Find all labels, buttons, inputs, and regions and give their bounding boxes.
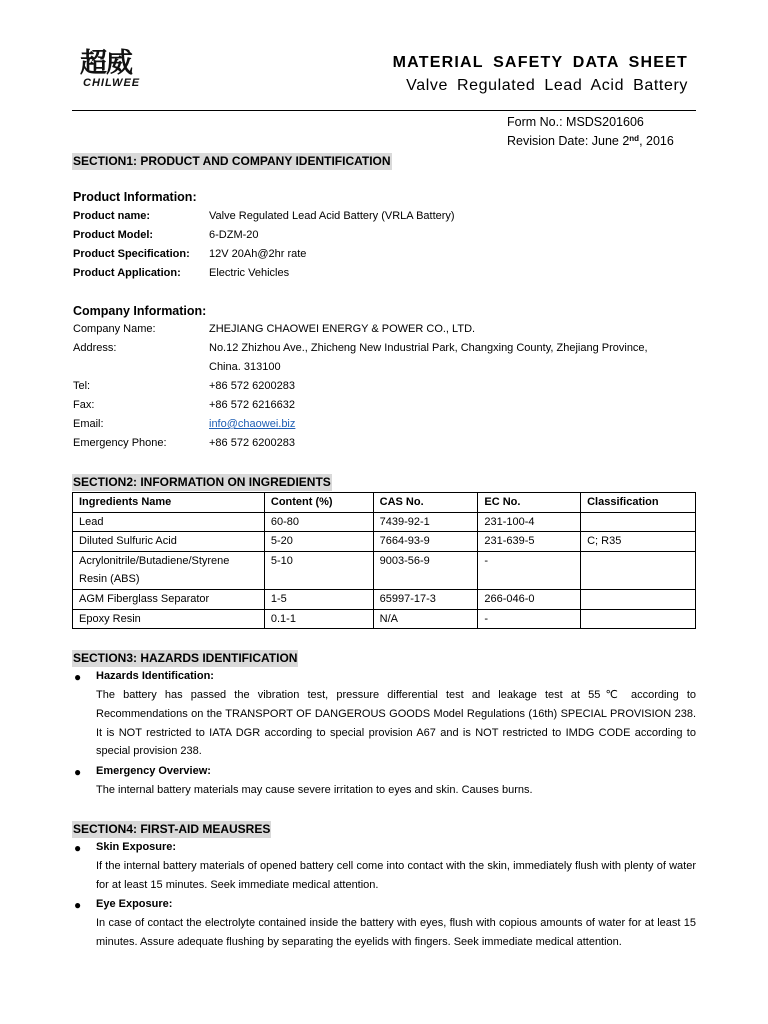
table-row bbox=[73, 609, 696, 629]
column-header-cas: CAS No. bbox=[373, 493, 478, 513]
logo-english-text: CHILWEE bbox=[83, 77, 141, 89]
tel-value: +86 572 6200283 bbox=[209, 380, 295, 392]
bullet-icon: ● bbox=[74, 841, 82, 855]
ec-cell: - bbox=[478, 609, 581, 629]
product-spec-value: 12V 20Ah@2hr rate bbox=[209, 248, 307, 260]
column-header-content: Content (%) bbox=[264, 493, 373, 513]
classification-cell bbox=[581, 609, 696, 629]
address-line-1: No.12 Zhizhou Ave., Zhicheng New Industrial Park, Changxing County, Zhejiang Province, bbox=[209, 342, 648, 354]
table-header-row bbox=[73, 493, 696, 513]
product-info-heading: Product Information: bbox=[73, 190, 197, 204]
column-header-ingredient: Ingredients Name bbox=[73, 493, 265, 513]
content-cell: 60-80 bbox=[264, 512, 373, 532]
content-cell: 0.1-1 bbox=[264, 609, 373, 629]
fax-label: Fax: bbox=[73, 399, 95, 411]
revision-date-ordinal: nd bbox=[629, 134, 640, 143]
ingredients-table bbox=[72, 492, 696, 629]
ingredient-name-cell: Acrylonitrile/Butadiene/Styrene Resin (ABS) bbox=[73, 551, 265, 589]
emergency-phone-value: +86 572 6200283 bbox=[209, 437, 295, 449]
document-subtitle: Valve Regulated Lead Acid Battery bbox=[406, 77, 688, 94]
product-name-value: Valve Regulated Lead Acid Battery (VRLA Battery) bbox=[209, 210, 455, 222]
ingredient-name-cell: AGM Fiberglass Separator bbox=[73, 589, 265, 609]
bullet-icon: ● bbox=[74, 898, 82, 912]
product-name-label: Product name: bbox=[73, 210, 151, 222]
cas-cell: 7664-93-9 bbox=[373, 532, 478, 552]
ec-cell: 266-046-0 bbox=[478, 589, 581, 609]
table-row bbox=[73, 532, 696, 552]
hazards-identification-heading: Hazards Identification: bbox=[96, 670, 214, 682]
company-info-heading: Company Information: bbox=[73, 304, 207, 318]
product-spec-label: Product Specification: bbox=[73, 248, 190, 260]
company-name-label: Company Name: bbox=[73, 323, 156, 335]
ingredient-name-cell: Diluted Sulfuric Acid bbox=[73, 532, 265, 552]
cas-cell: N/A bbox=[373, 609, 478, 629]
section2-heading: SECTION2: INFORMATION ON INGREDIENTS bbox=[73, 475, 331, 489]
product-application-value: Electric Vehicles bbox=[209, 267, 290, 279]
section4-heading: SECTION4: FIRST-AID MEAUSRES bbox=[73, 822, 271, 836]
chilwee-logo bbox=[80, 50, 180, 92]
emergency-overview-heading: Emergency Overview: bbox=[96, 765, 211, 777]
eye-exposure-text: In case of contact the electrolyte contained inside the battery with eyes, flush with copious amounts of water for at least 15 minutes. Assure adequate flushing by separating the eyelids with fingers. Seek immediate medical attention. bbox=[96, 917, 696, 948]
address-label: Address: bbox=[73, 342, 117, 354]
logo-chinese-text: 超威 bbox=[80, 48, 132, 79]
cas-cell: 9003-56-9 bbox=[373, 551, 478, 589]
content-cell: 5-10 bbox=[264, 551, 373, 589]
cas-cell: 65997-17-3 bbox=[373, 589, 478, 609]
skin-exposure-text: If the internal battery materials of opened battery cell come into contact with the skin, immediately flush with plenty of water for at least 15 minutes. Seek immediate medical attention. bbox=[96, 860, 696, 891]
column-header-classification: Classification bbox=[581, 493, 696, 513]
table-row bbox=[73, 589, 696, 609]
email-label: Email: bbox=[73, 418, 104, 430]
eye-exposure-heading: Eye Exposure: bbox=[96, 898, 173, 910]
document-title: MATERIAL SAFETY DATA SHEET bbox=[392, 54, 688, 71]
bullet-icon: ● bbox=[74, 670, 82, 684]
ingredient-name-cell: Lead bbox=[73, 512, 265, 532]
classification-cell bbox=[581, 589, 696, 609]
classification-cell bbox=[581, 551, 696, 589]
revision-date-prefix: Revision Date: June 2 bbox=[507, 134, 630, 148]
section3-heading: SECTION3: HAZARDS IDENTIFICATION bbox=[73, 651, 298, 665]
column-header-ec: EC No. bbox=[478, 493, 581, 513]
table-row bbox=[73, 512, 696, 532]
cas-cell: 7439-92-1 bbox=[373, 512, 478, 532]
product-model-value: 6-DZM-20 bbox=[209, 229, 259, 241]
revision-date bbox=[507, 134, 674, 148]
ec-cell: - bbox=[478, 551, 581, 589]
classification-cell: C; R35 bbox=[581, 532, 696, 552]
classification-cell bbox=[581, 512, 696, 532]
content-cell: 5-20 bbox=[264, 532, 373, 552]
email-link[interactable]: info@chaowei.biz bbox=[209, 418, 296, 430]
product-application-label: Product Application: bbox=[73, 267, 181, 279]
section1-heading: SECTION1: PRODUCT AND COMPANY IDENTIFICATION bbox=[73, 154, 391, 168]
skin-exposure-heading: Skin Exposure: bbox=[96, 841, 177, 853]
bullet-icon: ● bbox=[74, 765, 82, 779]
tel-label: Tel: bbox=[73, 380, 91, 392]
emergency-overview-text: The internal battery materials may cause severe irritation to eyes and skin. Causes burns. bbox=[96, 784, 533, 796]
ingredient-name-cell: Epoxy Resin bbox=[73, 609, 265, 629]
fax-value: +86 572 6216632 bbox=[209, 399, 295, 411]
product-model-label: Product Model: bbox=[73, 229, 154, 241]
revision-date-year: , 2016 bbox=[639, 134, 674, 148]
form-number: Form No.: MSDS201606 bbox=[507, 115, 644, 129]
header-divider bbox=[72, 110, 696, 111]
emergency-phone-label: Emergency Phone: bbox=[73, 437, 167, 449]
address-line-2: China. 313100 bbox=[209, 361, 281, 373]
ec-cell: 231-100-4 bbox=[478, 512, 581, 532]
hazards-identification-text: The battery has passed the vibration test, pressure differential test and leakage test at 55℃ according to Recommendations on the TRANSPORT OF DANGEROUS GOODS Model Regulations (16th) SPECIAL PROVISION 238. It is NOT restricted to IATA DGR according to special provision A67 and is NOT restricted to IMDG CODE according to special provision 238. bbox=[96, 689, 696, 758]
table-row bbox=[73, 551, 696, 589]
content-cell: 1-5 bbox=[264, 589, 373, 609]
ec-cell: 231-639-5 bbox=[478, 532, 581, 552]
company-name-value: ZHEJIANG CHAOWEI ENERGY & POWER CO., LTD. bbox=[209, 323, 476, 335]
